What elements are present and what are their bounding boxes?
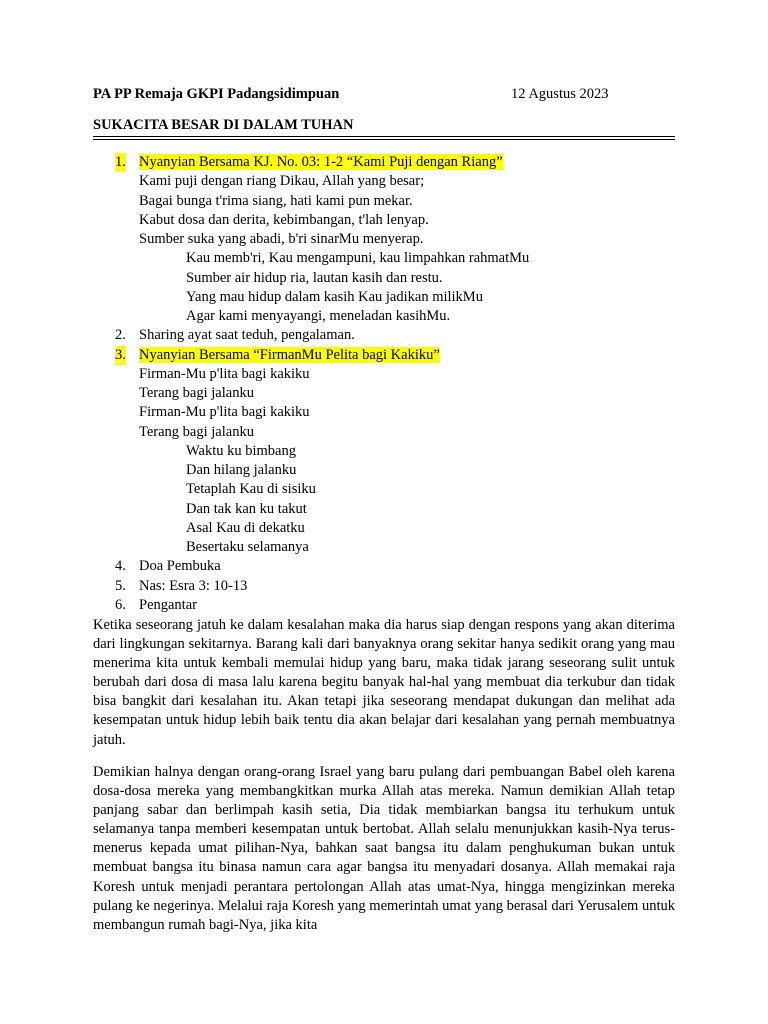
title-divider-bottom	[93, 139, 675, 140]
agenda-item-label: Doa Pembuka	[139, 558, 221, 575]
list-number: 4.	[115, 558, 126, 575]
agenda-item-5	[93, 577, 675, 596]
list-number: 6.	[115, 596, 126, 613]
agenda-item-label: Nyanyian Bersama KJ. No. 03: 1-2 “Kami Puji dengan Riang”	[139, 154, 503, 170]
refrain-line: Waktu ku bimbang	[186, 442, 296, 459]
lyric-line: Kami puji dengan riang Dikau, Allah yang besar;	[139, 173, 425, 190]
agenda-item-1	[93, 153, 675, 172]
body-paragraph-1: Ketika seseorang jatuh ke dalam kesalahan maka dia harus siap dengan respons yang akan diterima dari lingkungan sekitarnya. Barang kali dari banyaknya orang sekitar hanya sedikit orang yang mau menerima kita untuk kembali memulai hidup yang baru, maka tidak jarang seseorang sulit untuk berubah dari dosa di masa lalu karena begitu banyak hal-hal yang membuat dia terkubur dan tidak bisa bangkit dari kesalahan itu. Akan tetapi jika seseorang mendapat dukungan dan melihat ada kesempatan untuk hidup lebih baik tentu dia akan belajar dari kesalahan yang pernah membuatnya jatuh.	[93, 617, 675, 748]
list-number: 1.	[115, 153, 126, 172]
lyric-line: Firman-Mu p'lita bagi kakiku	[139, 365, 310, 382]
document-header	[93, 86, 675, 103]
agenda-item-6	[93, 596, 675, 615]
agenda-item-2	[93, 326, 675, 345]
document-title: SUKACITA BESAR DI DALAM TUHAN	[93, 117, 354, 133]
agenda-item-4	[93, 557, 675, 576]
lyric-line: Terang bagi jalanku	[139, 385, 254, 401]
lyric-line: Terang bagi jalanku	[139, 423, 254, 440]
organization-name: PA PP Remaja GKPI Padangsidimpuan	[93, 86, 340, 102]
agenda-list	[93, 153, 675, 615]
title-divider-top	[93, 136, 675, 137]
list-number: 3.	[115, 346, 126, 365]
list-number: 5.	[115, 577, 126, 594]
refrain-line: Sumber air hidup ria, lautan kasih dan restu.	[186, 269, 443, 286]
refrain-line: Agar kami menyayangi, meneladan kasihMu.	[186, 308, 451, 324]
body-paragraph-2: Demikian halnya dengan orang-orang Israel yang baru pulang dari pembuangan Babel oleh karena dosa-dosa mereka yang membangkitkan murka Allah atas mereka. Namun demikian Allah tetap panjang sabar dan berlimpah kasih setia, Dia tidak membiarkan bangsa itu terhukum untuk selamanya tanpa memberi kesempatan untuk bertobat. Allah selalu menunjukkan kasih-Nya terus-menerus kepada umat pilihan-Nya, bahkan saat bangsa itu dalam penghukuman bukan untuk membuat bangsa itu binasa namun cara agar bangsa itu menyadari dosanya. Allah memakai raja Koresh untuk menjadi perantara pertolongan Allah atas umat-Nya, hingga mengizinkan mereka pulang ke negerinya. Melalui raja Koresh yang memerintah umat yang berasal dari Yerusalem untuk membangun rumah bagi-Nya, jika kita	[93, 764, 675, 933]
refrain-line: Dan tak kan ku takut	[186, 500, 307, 517]
list-number: 2.	[115, 327, 126, 344]
refrain-line: Yang mau hidup dalam kasih Kau jadikan milikMu	[186, 288, 483, 305]
lyric-line: Kabut dosa dan derita, kebimbangan, t'lah lenyap.	[139, 211, 429, 228]
lyric-line: Bagai bunga t'rima siang, hati kami pun mekar.	[139, 192, 413, 209]
refrain-line: Asal Kau di dekatku	[186, 519, 305, 536]
refrain-line: Kau memb'ri, Kau mengampuni, kau limpahkan rahmatMu	[186, 250, 530, 267]
agenda-item-label: Sharing ayat saat teduh, pengalaman.	[139, 327, 355, 344]
document-date: 12 Agustus 2023	[511, 86, 609, 102]
agenda-item-label: Pengantar	[139, 596, 197, 613]
refrain-line: Tetaplah Kau di sisiku	[186, 481, 316, 498]
agenda-item-label: Nyanyian Bersama “FirmanMu Pelita bagi Kakiku”	[139, 346, 440, 363]
refrain-line: Dan hilang jalanku	[186, 462, 297, 478]
refrain-line: Besertaku selamanya	[186, 539, 309, 555]
agenda-item-3	[93, 346, 675, 365]
lyric-line: Firman-Mu p'lita bagi kakiku	[139, 404, 310, 421]
lyric-line: Sumber suka yang abadi, b'ri sinarMu menyerap.	[139, 231, 424, 247]
agenda-item-label: Nas: Esra 3: 10-13	[139, 577, 248, 594]
